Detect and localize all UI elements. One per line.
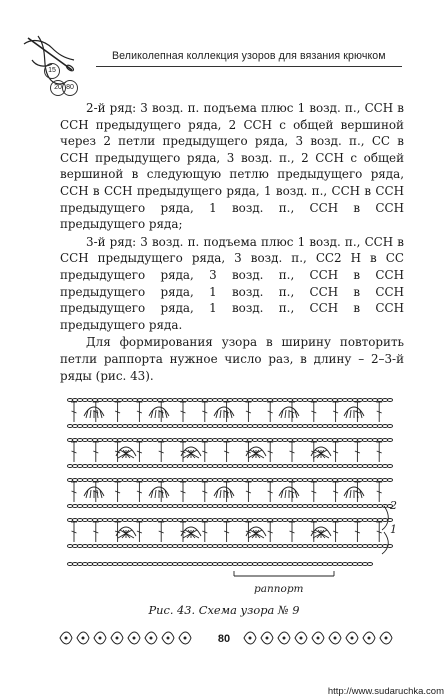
- paragraph-row-2: 2-й ряд: 3 возд. п. подъема плюс 1 возд. п., ССН в ССН предыдущего ряда, 2 ССН с общей вершиной через 2 петли предыдущего ряда, 3 возд. п., СС в ССН предыдущего ряда, 3 возд. п., 2 ССН с общей вершиной в следующую петлю предыдущего ряда, ССН в ССН предыдущего ряда, 1 возд. п., ССН в ССН предыдущего ряда, 1 возд. п., ССН в ССН предыдущего ряда;: [60, 101, 404, 232]
- corner-badge: 15: [44, 63, 60, 79]
- running-title: Великолепная коллекция узоров для вязания крючком: [112, 50, 386, 62]
- paragraph-repeat-instructions: Для формирования узора в ширину повторить петли раппорта нужное число раз, в длину – 2–3-й ряды (рис. 43).: [60, 335, 404, 383]
- repeat-label: раппорт: [254, 583, 304, 595]
- paragraph-row-3: 3-й ряд: 3 возд. п. подъема плюс 1 возд. п., ССН в ССН предыдущего ряда, 3 возд. п., СС2 Н в СС предыдущего ряда, 3 возд. п., ССН в ССН предыдущего ряда, 1 возд. п., ССН в ССН предыдущего ряда, 1 возд. п., ССН в ССН предыдущего ряда.: [60, 234, 404, 332]
- crochet-pattern-diagram: [64, 388, 404, 598]
- page-number: 80: [217, 633, 231, 645]
- corner-badge: 20: [50, 80, 66, 96]
- row-label-1: 1: [390, 523, 397, 536]
- row-label-2: 2: [390, 499, 397, 512]
- header-rule: [96, 66, 402, 67]
- watermark-url: http://www.sudaruchka.com: [327, 686, 444, 697]
- body-text: [60, 100, 404, 384]
- figure-caption: Рис. 43. Схема узора № 9: [148, 603, 300, 617]
- corner-badge: 80: [62, 80, 78, 96]
